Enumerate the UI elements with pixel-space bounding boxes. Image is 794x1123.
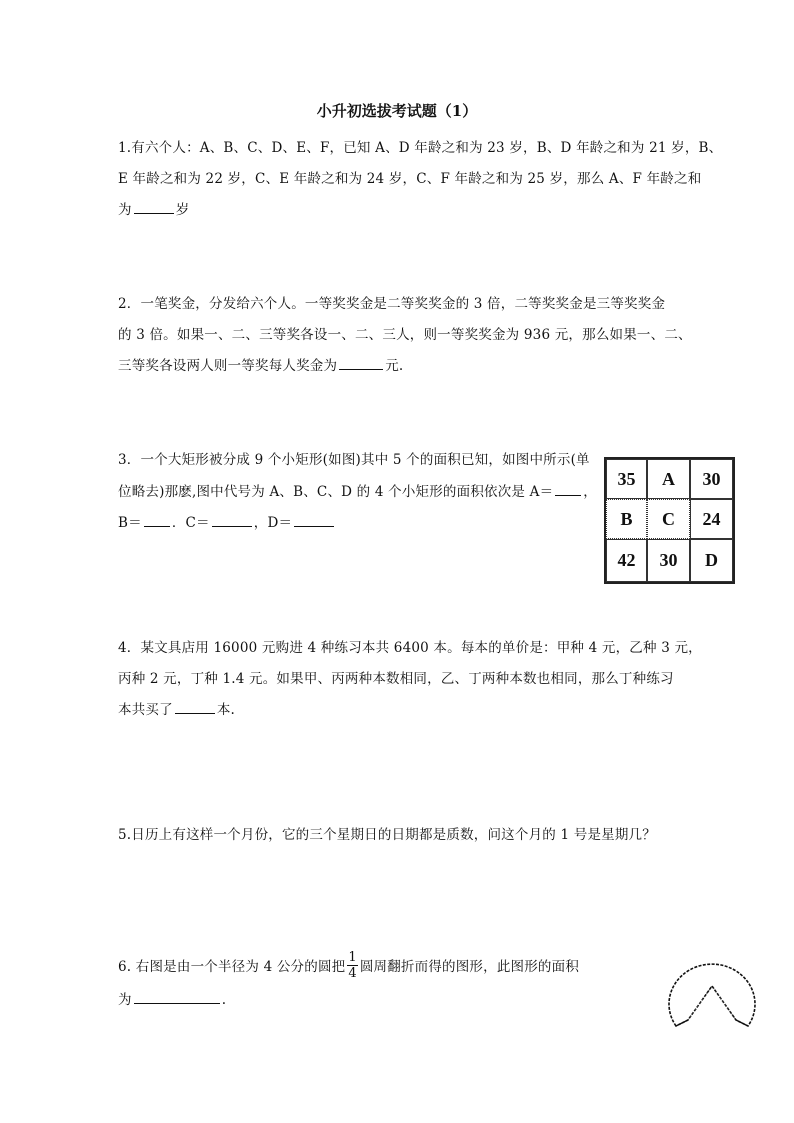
fraction-numerator: 1 <box>348 950 357 965</box>
q3-line2-comma: ， <box>583 484 597 500</box>
q6-fraction <box>347 950 357 981</box>
q6-text-post: 圆周翻折而得的图形，此图形的面积 <box>359 959 580 975</box>
q2-answer-prefix: 三等奖各设两人则一等奖每人奖金为 <box>118 358 338 374</box>
q6-answer-prefix: 为 <box>118 992 132 1008</box>
grid-cell: 24 <box>690 499 733 539</box>
q3-blank-b[interactable] <box>144 512 170 527</box>
q2-answer-blank[interactable] <box>339 355 383 370</box>
q3-label-b: B＝ <box>118 515 142 531</box>
grid-cell: 35 <box>606 459 647 499</box>
q3-blank-d[interactable] <box>294 512 334 527</box>
q1-answer-prefix: 为 <box>118 202 132 218</box>
fraction-denominator: 4 <box>348 966 357 981</box>
page-title: 小升初选拔考试题（1） <box>316 102 478 120</box>
q2-answer-suffix: 元. <box>385 358 404 374</box>
q3-label-d: ，D＝ <box>253 515 293 531</box>
q6-folded-circle-figure <box>664 946 760 1032</box>
q3-line2 <box>118 480 597 500</box>
q3-blank-a[interactable] <box>555 481 581 496</box>
q1-answer-blank[interactable] <box>134 199 174 214</box>
q1-line1: 1.有六个人：A、B、C、D、E、F，已知 A、D 年龄之和为 23 岁，B、D 年龄之和为 21 岁，B、 <box>118 140 723 156</box>
q4-line1: 4．某文具店用 16000 元购进 4 种练习本共 6400 本。每本的单价是：甲种 4 元，乙种 3 元， <box>118 640 702 656</box>
q3-rectangle-grid <box>604 457 735 584</box>
q1-answer-suffix: 岁 <box>175 202 190 218</box>
grid-cell: 30 <box>690 459 733 499</box>
q4-line2: 丙种 2 元，丁种 1.4 元。如果甲、丙两种本数相同，乙、丁两种本数也相同，那么丁种练习 <box>118 671 674 687</box>
q1-line3 <box>118 198 189 218</box>
q4-answer-prefix: 本共买了 <box>118 702 173 718</box>
grid-cell: 30 <box>647 539 690 582</box>
q6-text-pre: 6. 右图是由一个半径为 4 公分的圆把 <box>118 959 346 975</box>
grid-cell: C <box>647 499 690 539</box>
q6-line1 <box>118 952 579 983</box>
q2-line2: 的 3 倍。如果一、二、三等奖各设一、二、三人，则一等奖奖金为 936 元，那么如果一、二、 <box>118 327 692 343</box>
q6-answer-blank[interactable] <box>134 989 220 1004</box>
q3-label-c: ．C＝ <box>171 515 210 531</box>
q3-blank-c[interactable] <box>212 512 252 527</box>
q3-line1: 3．一个大矩形被分成 9 个小矩形(如图)其中 5 个的面积已知，如图中所示(单 <box>118 452 590 468</box>
q6-line2 <box>118 988 226 1008</box>
grid-cell: 42 <box>606 539 647 582</box>
q6-answer-suffix: . <box>221 992 227 1008</box>
q2-line3 <box>118 354 403 374</box>
q3-line3 <box>118 511 336 531</box>
q5-line1: 5.日历上有这样一个月份，它的三个星期日的日期都是质数，问这个月的 1 号是星期几？ <box>118 827 656 843</box>
q4-answer-blank[interactable] <box>175 699 215 714</box>
q1-line2: E 年龄之和为 22 岁，C、E 年龄之和为 24 岁，C、F 年龄之和为 25 岁，那么 A、F 年龄之和 <box>118 171 702 187</box>
q4-line3 <box>118 698 235 718</box>
grid-cell: D <box>690 539 733 582</box>
grid-cell: B <box>606 499 647 539</box>
q2-line1: 2．一笔奖金，分发给六个人。一等奖奖金是二等奖奖金的 3 倍，二等奖奖金是三等奖奖金 <box>118 296 666 312</box>
grid-cell: A <box>647 459 690 499</box>
q3-line2-text: 位略去)那麽,图中代号为 A、B、C、D 的 4 个小矩形的面积依次是 A＝ <box>118 484 554 500</box>
q4-answer-suffix: 本. <box>216 702 236 718</box>
